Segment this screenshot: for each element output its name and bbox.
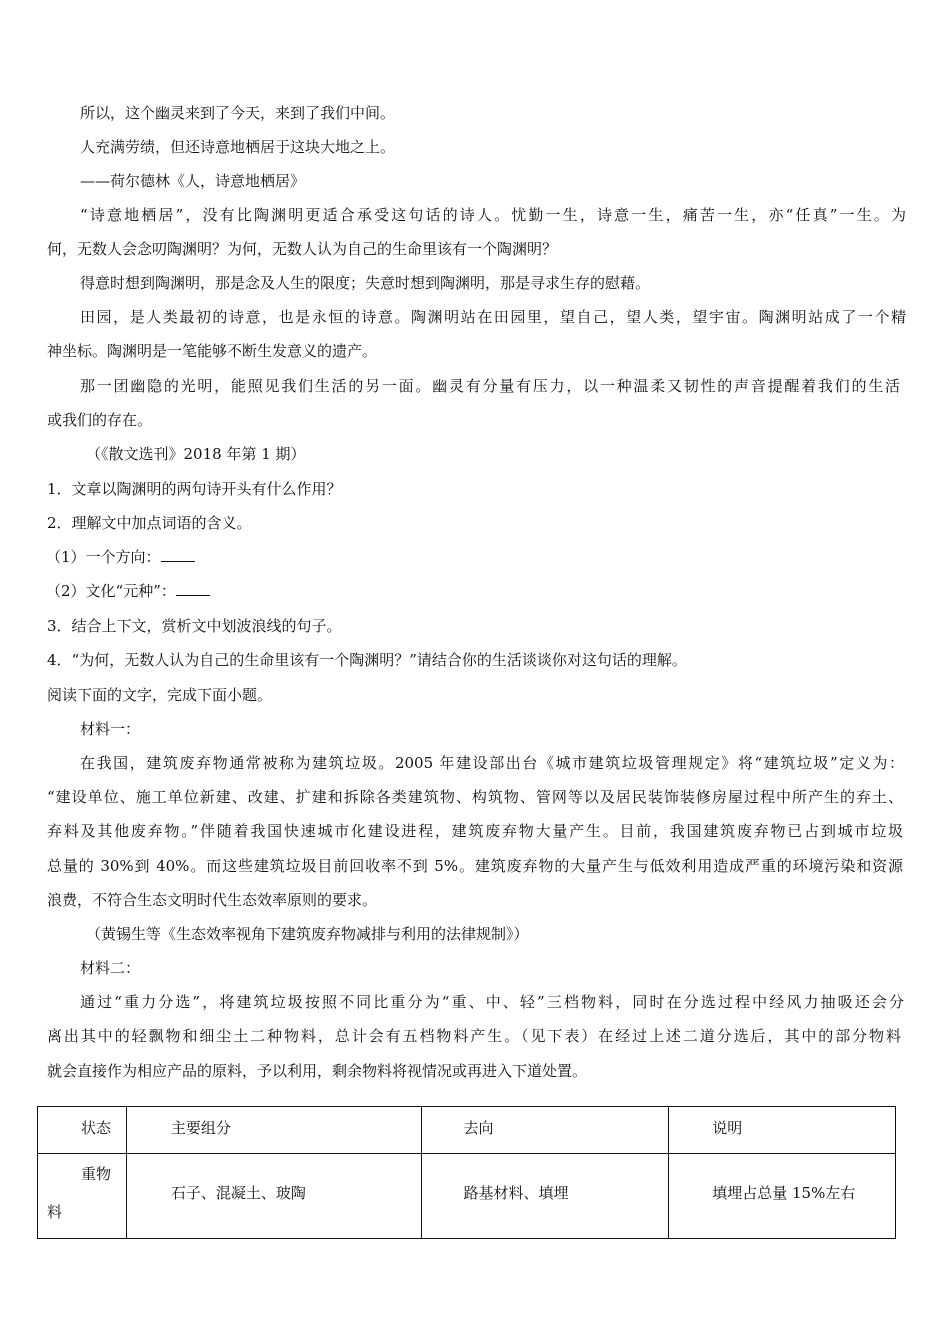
components-cell: 石子、混凝土、玻陶 — [170, 1184, 306, 1202]
question-2-part-2 — [46, 581, 906, 601]
state-label-line-2: 料 — [47, 1203, 63, 1221]
paragraph-line: 或我们的存在。 — [47, 411, 153, 429]
paragraph-line: 总量的 30%到 40%。而这些建筑垃圾目前回收率不到 5%。建筑废弃物的大量产生与低效利用造成严重的环境污染和资源 — [47, 857, 903, 875]
table-header-destination: 去向 — [463, 1119, 494, 1137]
table-header-components: 主要组分 — [170, 1119, 231, 1137]
paragraph-line: 神坐标。陶渊明是一笔能够不断生发意义的遗产。 — [47, 342, 378, 360]
material-1-heading: 材料一： — [80, 720, 141, 738]
question-2: 2．理解文中加点词语的含义。 — [47, 514, 252, 532]
answer-blank[interactable] — [161, 547, 195, 562]
paragraph-line: 所以，这个幽灵来到了今天，来到了我们中间。 — [80, 104, 396, 122]
state-label-line-1: 重物 — [81, 1165, 112, 1183]
material-table — [37, 1106, 896, 1239]
material-2-heading: 材料二： — [80, 959, 141, 977]
table-header-row — [38, 1107, 896, 1154]
table-header-note: 说明 — [712, 1119, 743, 1137]
question-2-part-2-label: （2）文化“元种”： — [46, 582, 176, 600]
paragraph-line: 在我国，建筑废弃物通常被称为建筑垃圾。2005 年建设部出台《城市建筑垃圾管理规定》将“建筑垃圾”定义为： — [80, 754, 904, 772]
paragraph-line: 浪费，不符合生态文明时代生态效率原则的要求。 — [47, 891, 378, 909]
destination-cell: 路基材料、填埋 — [463, 1184, 569, 1202]
paragraph-line: 田园，是人类最初的诗意，也是永恒的诗意。陶渊明站在田园里，望自己，望人类，望宇宙。陶渊明站成了一个精 — [80, 308, 906, 326]
question-2-part-1-label: （1）一个方向： — [46, 548, 161, 566]
answer-blank[interactable] — [176, 581, 210, 596]
poem-line: 人充满劳绩，但还诗意地栖居于这块大地之上。 — [80, 138, 396, 156]
source-citation: （《散文选刊》2018 年第 1 期） — [86, 445, 306, 463]
paragraph-line: 何，无数人会念叨陶渊明？为何，无数人认为自己的生命里该有一个陶渊明？ — [47, 240, 558, 258]
source-citation: （黄锡生等《生态效率视角下建筑废弃物减排与利用的法律规制》） — [86, 925, 529, 943]
paragraph-line: 得意时想到陶渊明，那是念及人生的限度；失意时想到陶渊明，那是寻求生存的慰藉。 — [80, 274, 651, 292]
paragraph-line: 就会直接作为相应产品的原料，予以利用，剩余物料将视情况或再进入下道处置。 — [47, 1062, 588, 1080]
reading-instruction: 阅读下面的文字，完成下面小题。 — [47, 686, 273, 704]
question-3: 3．结合上下文，赏析文中划波浪线的句子。 — [47, 617, 342, 635]
paragraph-line: 那一团幽隐的光明，能照见我们生活的另一面。幽灵有分量有压力，以一种温柔又韧性的声音提醒着我们的生活 — [80, 377, 900, 395]
question-1: 1．文章以陶渊明的两句诗开头有什么作用？ — [47, 480, 342, 498]
table-row — [38, 1154, 896, 1239]
table-header-state: 状态 — [81, 1119, 112, 1137]
question-4: 4．“为何，无数人认为自己的生命里该有一个陶渊明？”请结合你的生活谈谈你对这句话的理解。 — [47, 651, 687, 669]
note-cell: 填埋占总量 15%左右 — [712, 1184, 856, 1202]
paragraph-line: 通过“重力分选”，将建筑垃圾按照不同比重分为“重、中、轻”三档物料，同时在分选过程中经风力抽吸还会分 — [80, 993, 904, 1011]
paragraph-line: “建设单位、施工单位新建、改建、扩建和拆除各类建筑物、构筑物、管网等以及居民装饰装修房屋过程中所产生的弃土、 — [47, 788, 903, 806]
poem-attribution: ——荷尔德林《人，诗意地栖居》 — [80, 172, 306, 190]
paragraph-line: 离出其中的轻飘物和细尘土二种物料，总计会有五档物料产生。（见下表）在经过上述二道分选后，其中的部分物料 — [47, 1027, 901, 1045]
paragraph-line: 弃料及其他废弃物。”伴随着我国快速城市化建设进程，建筑废弃物大量产生。目前，我国建筑废弃物已占到城市垃圾 — [47, 822, 903, 840]
paragraph-line: “诗意地栖居”，没有比陶渊明更适合承受这句话的诗人。忧勤一生，诗意一生，痛苦一生，亦“任真”一生。为 — [80, 206, 906, 224]
question-2-part-1 — [46, 547, 906, 567]
